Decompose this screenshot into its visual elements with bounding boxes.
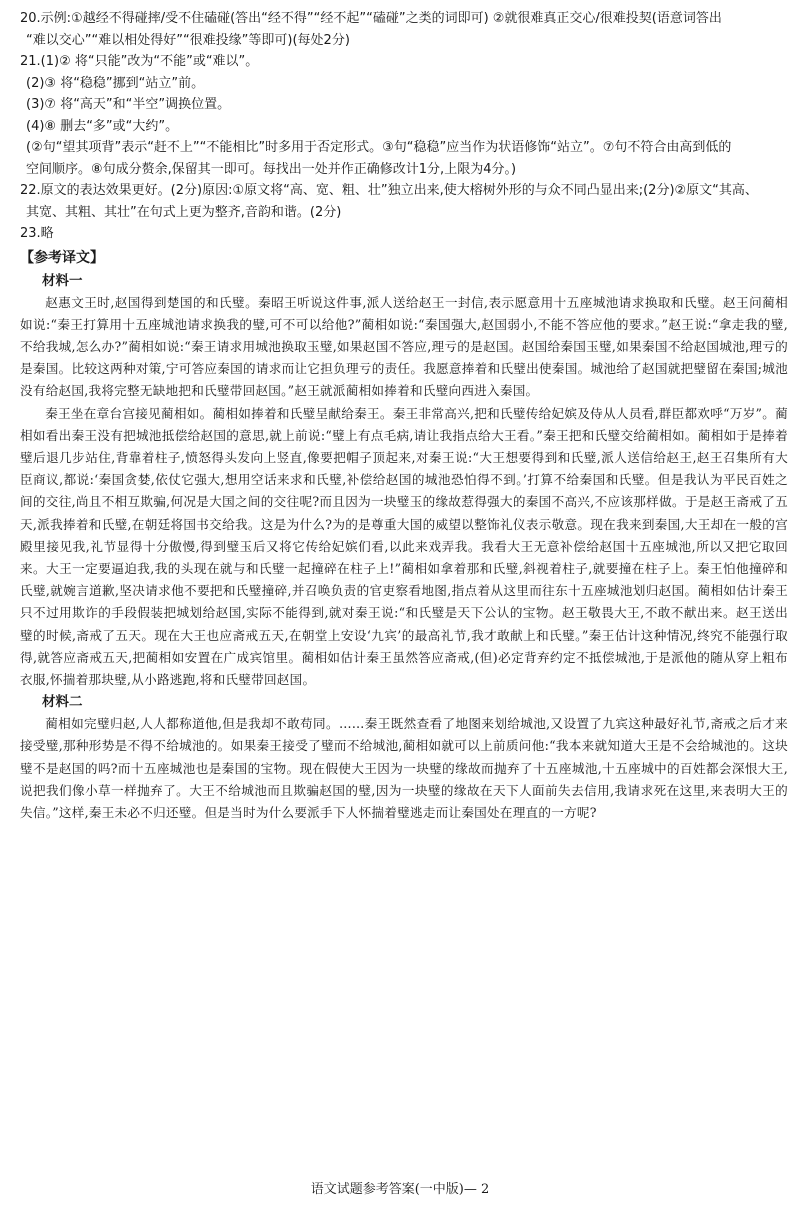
page-content xyxy=(20,8,788,824)
material-2-paragraph-1: 蔺相如完璧归赵,人人都称道他,但是我却不敢苟同。……秦王既然查看了地图来划给城池,又设置了九宾这种最好礼节,斋戒之后才来接受璧,那种形势是不得不给城池的。如果秦王接受了璧而不给城池,蔺相如就可以上前质问他:“我本来就知道大王是不会给城池的。这块璧不是赵国的吗?而十五座城池也是秦国的宝物。现在假使大王因为一块璧的缘故而抛弃了十五座城池,十五座城中的百姓都会深恨大王,说把我们像小草一样抛弃了。大王不给城池而且欺骗赵国的璧,因为一块璧的缘故在天下人面前失去信用,我请求死在这里,来表明大王的失信。”这样,秦王未必不归还璧。但是当时为什么要派手下人怀揣着璧逃走而让秦国处在理直的一方呢? xyxy=(20,716,788,820)
q21-line-3: (3)⑦ 将“高天”和“半空”调换位置。 xyxy=(26,97,231,112)
translation-heading: 【参考译文】 xyxy=(20,249,104,266)
material-2-title: 材料二 xyxy=(42,694,83,711)
question-20 xyxy=(20,8,788,51)
q22-line-1: 22.原文的表达效果更好。(2分)原因:①原文将“高、宽、粗、壮”独立出来,使大榕树外形的与众不同凸显出来;(2分)②原文“其高、 xyxy=(20,183,758,198)
q21-line-2: (2)③ 将“稳稳”挪到“站立”前。 xyxy=(26,75,205,91)
material-1-paragraph-1: 赵惠文王时,赵国得到楚国的和氏璧。秦昭王听说这件事,派人送给赵王一封信,表示愿意用十五座城池请求换取和氏璧。赵王问蔺相如说:“秦王打算用十五座城池请求换我的璧,可不可以给他?”蔺相如说:“秦国强大,赵国弱小,不能不答应他的要求。”赵王说:“拿走我的璧,不给我城,怎么办?”蔺相如说:“秦王请求用城池换取玉璧,如果赵国不答应,理亏的是赵国。赵国给秦国玉璧,如果秦国不给赵国城池,理亏的是秦国。比较这两种对策,宁可答应秦国的请求而让它担负理亏的责任。我愿意捧着和氏璧出使秦国。城池给了赵国就把璧留在秦国;城池没有给赵国,我将完整无缺地把和氏璧带回赵国。”赵王就派蔺相如捧着和氏璧向西进入秦国。 xyxy=(20,294,788,399)
page-footer: 语文试题参考答案(一中版)— 2 xyxy=(310,1182,490,1197)
q21-line-1: 21.(1)② 将“只能”改为“不能”或“难以”。 xyxy=(20,54,259,69)
q22-line-2: 其宽、其粗、其壮”在句式上更为整齐,音韵和谐。(2分) xyxy=(26,204,342,220)
q21-line-5: (②句“望其项背”表示“赶不上”“不能相比”时多用于否定形式。③句“稳稳”应当作为状语修饰“站立”。⑦句不符合由高到低的 xyxy=(26,140,732,155)
material-1-title: 材料一 xyxy=(42,272,83,289)
question-23: 23.略 xyxy=(20,226,54,241)
material-1-paragraph-2: 秦王坐在章台宫接见蔺相如。蔺相如捧着和氏璧呈献给秦王。秦王非常高兴,把和氏璧传给妃嫔及侍从人员看,群臣都欢呼“万岁”。蔺相如看出秦王没有把城池抵偿给赵国的意思,就上前说:“璧上有点毛病,请让我指点给大王看。”秦王把和氏璧交给蔺相如。蔺相如于是捧着璧后退几步站住,背靠着柱子,愤怒得头发向上竖直,像要把帽子顶起来,对秦王说:“大王想要得到和氏璧,派人送信给赵王,赵王召集所有大臣商议,都说:‘秦国贪婪,依仗它强大,想用空话来求和氏璧,补偿给赵国的城池恐怕得不到。’打算不给秦国和氏璧。但是我认为平民百姓之间的交往,尚且不相互欺骗,何况是大国之间的交往呢?而且因为一块璧玉的缘故惹得强大的秦国不高兴,不应该那样做。于是赵王斋戒了五天,派我捧着和氏璧,在朝廷将国书交给我。这是为什么?为的是尊重大国的威望以整饰礼仪表示敬意。现在我来到秦国,大王却在一般的宫殿里接见我,礼节显得十分傲慢,得到璧玉后又将它传给妃嫔们看,以此来戏弄我。我看大王无意补偿给赵国十五座城池,所以又把它取回来。大王一定要逼迫我,我的头现在就与和氏璧一起撞碎在柱子上!”蔺相如拿着那和氏璧,斜视着柱子,就要撞在柱子上。秦王怕他撞碎和氏璧,就婉言道歉,坚决请求他不要把和氏璧撞碎,并召唤负责的官吏察看地图,指点着从这里而往东十五座城池划归赵国。蔺相如估计秦王只不过用欺诈的手段假装把城划给赵国,实际不能得到,就对秦王说:“和氏璧是天下公认的宝物。赵王敬畏大王,不敢不献出来。赵王送出璧的时候,斋戒了五天。现在大王也应斋戒五天,在朝堂上安设‘九宾’的最高礼节,我才敢献上和氏璧。”秦王估计这种情况,终究不能强行取得,就答应斋戒五天,把蔺相如安置在广成宾馆里。蔺相如估计秦王虽然答应斋戒,(但)必定背弃约定不抵偿城池,于是派他的随从穿上粗布衣服,怀揣着那块璧,从小路逃跑,将和氏璧带回赵国。 xyxy=(20,405,788,687)
question-21 xyxy=(20,51,788,180)
q21-line-6: 空间顺序。⑧句成分赘余,保留其一即可。每找出一处并作正确修改计1分,上限为4分。) xyxy=(26,161,517,177)
question-22 xyxy=(20,180,788,223)
q21-line-4: (4)⑧ 删去“多”或“大约”。 xyxy=(26,118,179,134)
q20-line-2: “难以交心”“难以相处得好”“很难投缘”等即可)(每处2分) xyxy=(26,32,350,48)
q20-line-1: 20.示例:①越经不得碰摔/受不住磕碰(答出“经不得”“经不起”“磕碰”之类的词即可) ②就很难真正交心/很难投契(语意词答出 xyxy=(20,11,722,26)
